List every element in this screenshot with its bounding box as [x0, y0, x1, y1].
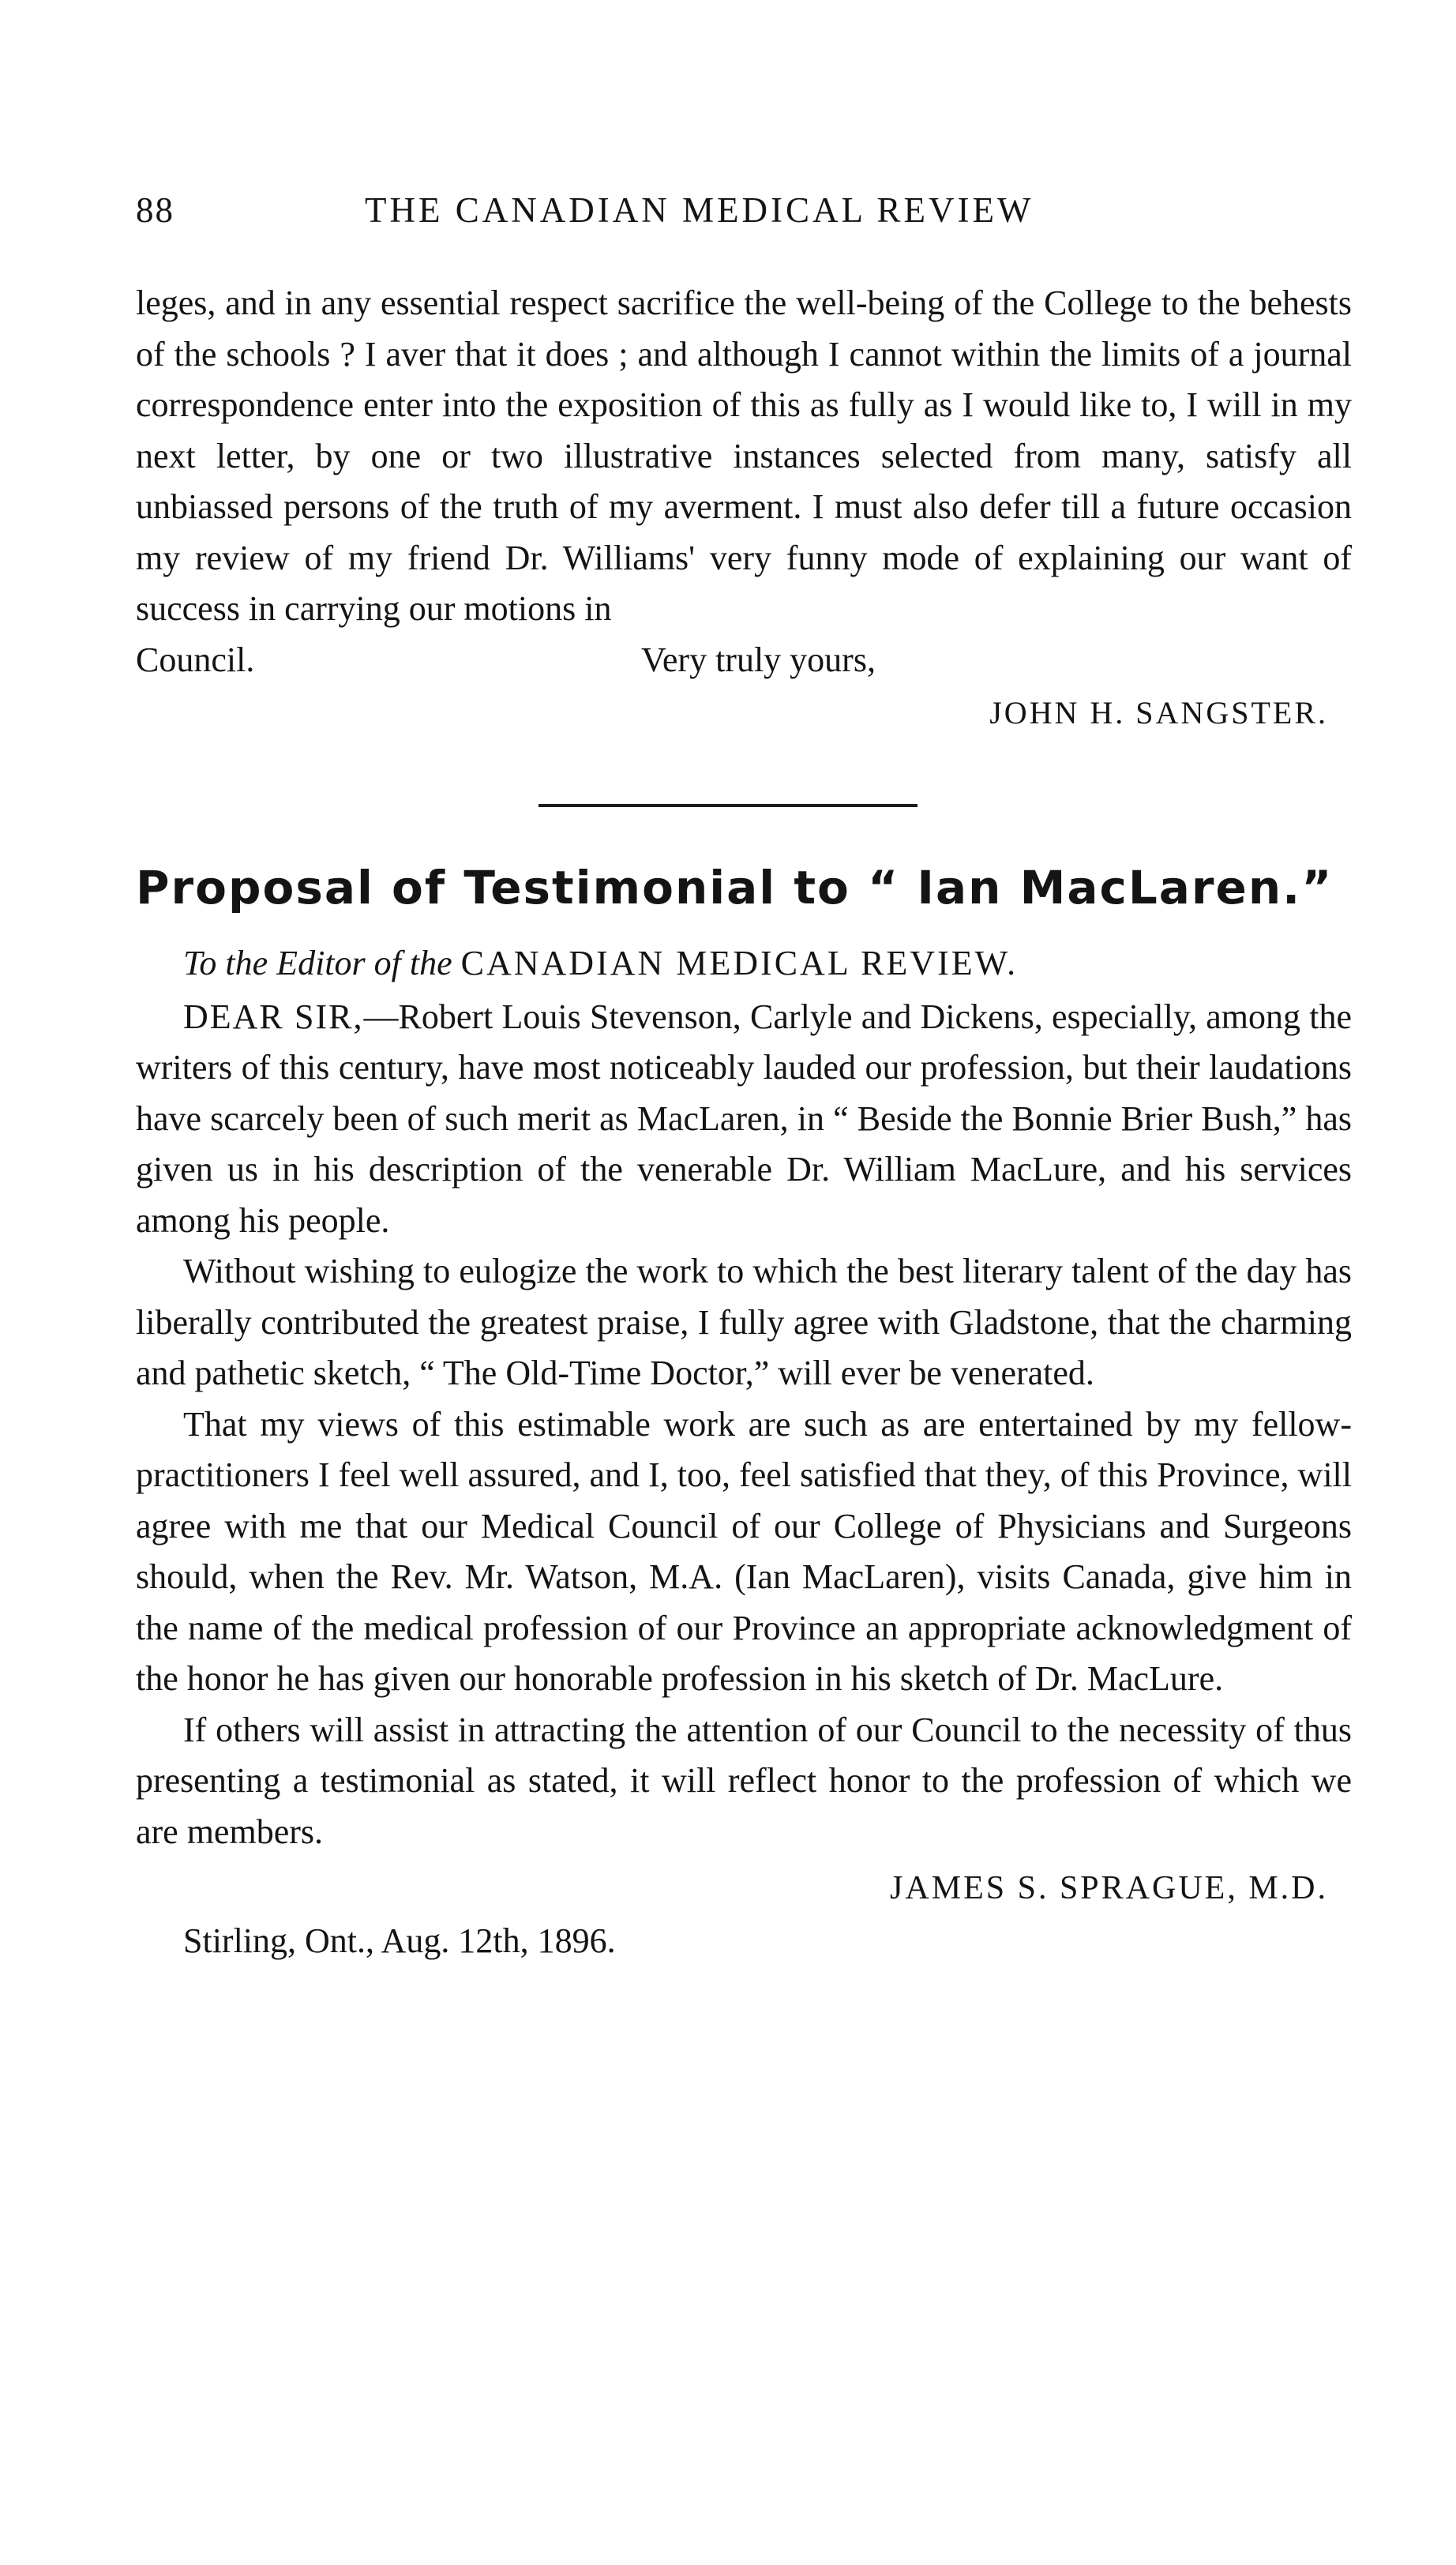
valediction: Very truly yours,	[641, 640, 876, 679]
paragraph-text: —Robert Louis Stevenson, Carlyle and Dickens, especially, among the writers of this century, have most noticeably lauded our profession, but their laudations have scarcely been of such merit as MacLaren, in “ Beside the Bonnie Brier Bush,” has given us in his description of the venerable Dr. William MacLure, and his services among his people.	[136, 997, 1352, 1240]
address-to: To the Editor of the	[183, 943, 452, 982]
previous-letter-continuation	[136, 278, 1352, 741]
closing-line	[136, 635, 1352, 685]
signature-sprague: JAMES S. SPRAGUE, M.D.	[890, 1870, 1328, 1906]
journal-title: THE CANADIAN MEDICAL REVIEW	[365, 190, 1034, 230]
paragraph	[136, 992, 1352, 1247]
section-divider	[538, 804, 918, 807]
paragraph: If others will assist in attracting the attention of our Council to the necessity of thus presenting a testimonial as stated, it will reflect honor to the profession of which we are members.	[136, 1710, 1352, 1851]
running-header	[136, 190, 1352, 237]
document-page	[136, 190, 1352, 1966]
signature-sangster: JOHN H. SANGSTER.	[989, 694, 1328, 730]
editor-address	[136, 938, 1352, 989]
dateline: Stirling, Ont., Aug. 12th, 1896.	[183, 1921, 616, 1960]
previous-letter-text: leges, and in any essential respect sacrifice the well-being of the College to the behests of the schools ? I aver that it does ; and although I cannot within the limits of a journal correspondence enter into the exposition of this as fully as I would like to, I will in my next letter, by one or two illustrative instances selected from many, satisfy all unbiassed persons of the truth of my averment. I must also defer till a future occasion my review of my friend Dr. Williams' very funny mode of explaining our want of success in carrying our motions in	[136, 284, 1352, 628]
paragraph: That my views of this estimable work are such as are entertained by my fellow-practitioners I feel well assured, and I, too, feel satisfied that they, of this Province, will agree with me that our Medical Council of our College of Physicians and Surgeons should, when the Rev. Mr. Watson, M.A. (Ian MacLaren), visits Canada, give him in the name of the medical profession of our Province an appropriate acknowledgment of the honor he has given our honorable profession in his sketch of Dr. MacLure.	[136, 1404, 1352, 1698]
article-title: Proposal of Testimonial to “ Ian MacLaren.”	[136, 860, 1334, 914]
address-journal: CANADIAN MEDICAL REVIEW.	[460, 943, 1019, 982]
page-number: 88	[136, 190, 174, 230]
letter-body	[136, 992, 1352, 1858]
closing-word: Council.	[136, 640, 255, 679]
salutation: DEAR SIR,	[183, 997, 364, 1036]
paragraph: Without wishing to eulogize the work to which the best literary talent of the day has liberally contributed the greatest praise, I fully agree with Gladstone, that the charming and pathetic sketch, “ The Old-Time Doctor,” will ever be venerated.	[136, 1252, 1352, 1392]
